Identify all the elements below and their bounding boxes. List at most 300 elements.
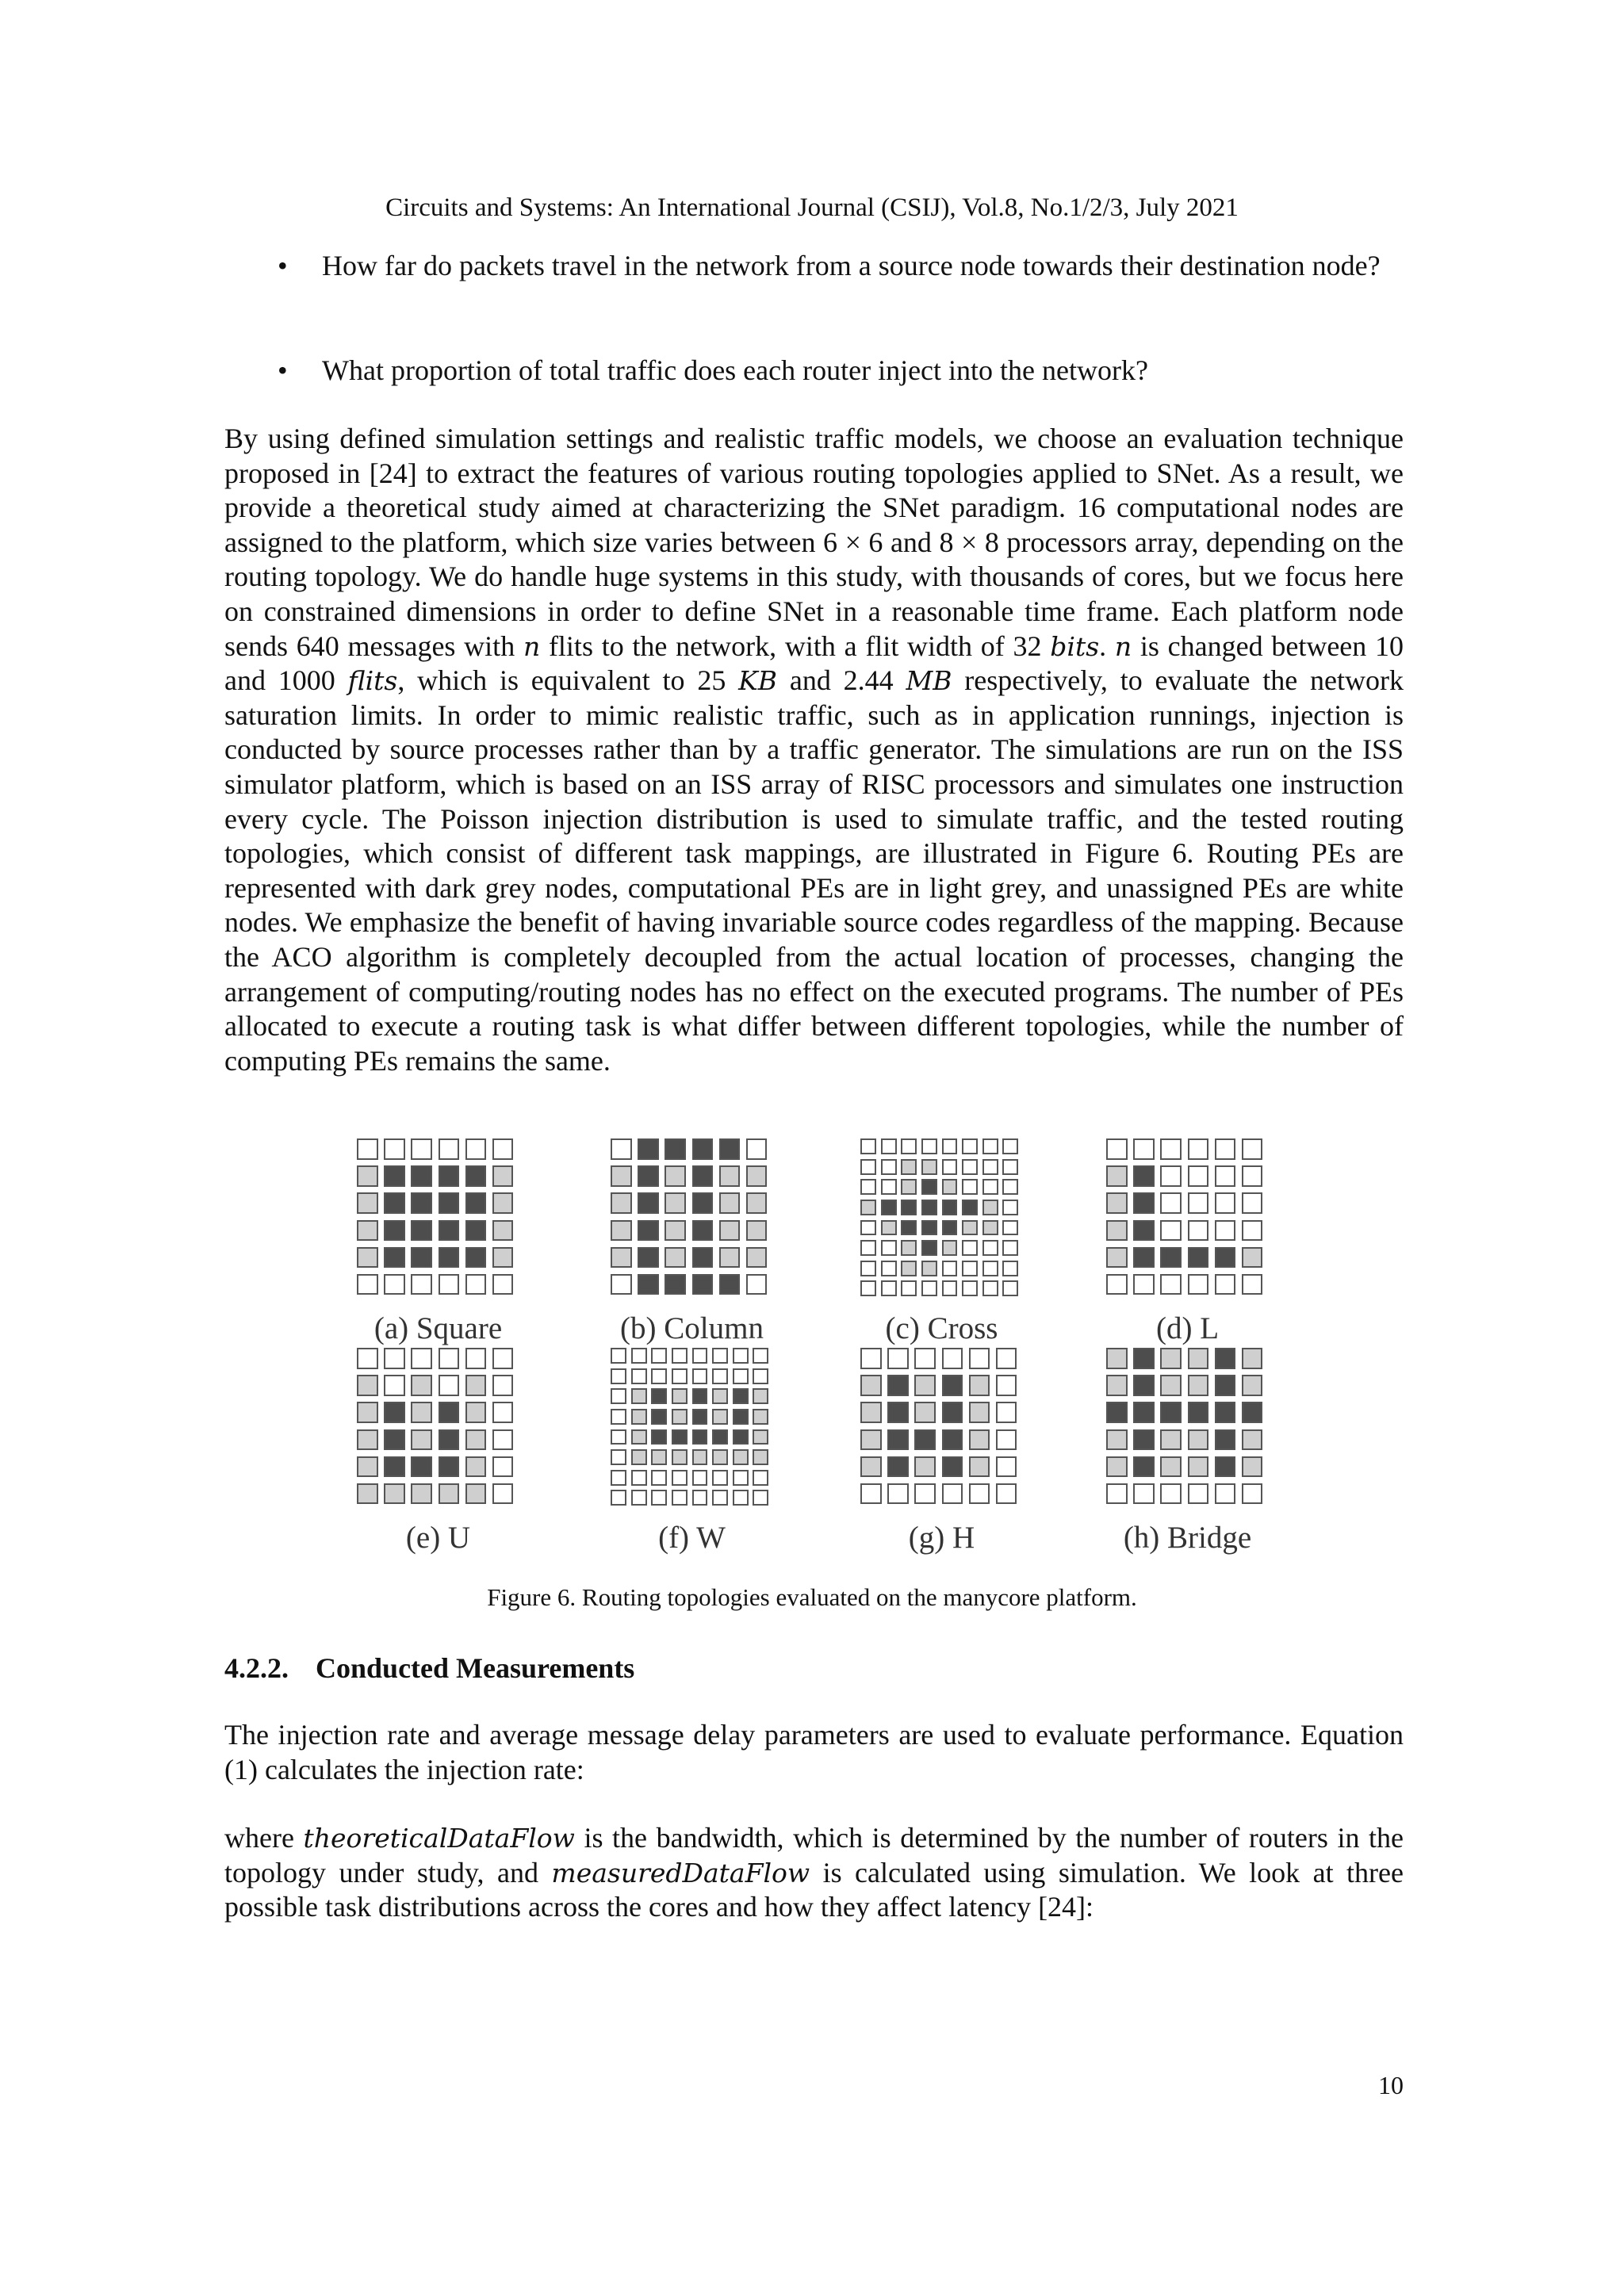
bullet-text-1: How far do packets travel in the network from a source node towards their destination node?: [322, 250, 1381, 281]
pe-node: [753, 1470, 768, 1486]
pe-node: [982, 1240, 998, 1256]
pe-node: [982, 1200, 998, 1215]
pe-node: [1002, 1220, 1018, 1236]
pe-node: [860, 1261, 876, 1276]
pe-node: [611, 1449, 626, 1465]
pe-node: [1160, 1402, 1182, 1423]
pe-node: [712, 1388, 728, 1404]
bullet-item-1: [278, 248, 1404, 320]
pe-node: [1242, 1456, 1263, 1478]
pe-node: [1160, 1429, 1182, 1451]
pe-node: [465, 1375, 487, 1396]
pe-node: [692, 1220, 714, 1242]
topology-label: (a) Square: [373, 1311, 503, 1345]
pe-node: [1188, 1375, 1209, 1396]
pe-node: [611, 1388, 626, 1404]
pe-node: [733, 1388, 749, 1404]
body-paragraph-3: where theoreticalDataFlow is the bandwidth, which is determined by the number of routers in the topology under study, and measuredDataFlow is calculated using simulation. We look at three possible task distributions across the cores and how they affect latency [24]:: [224, 1822, 1404, 1923]
math-measured-data-flow: measuredDataFlow: [551, 1857, 810, 1888]
pe-node: [1002, 1200, 1018, 1215]
pe-node: [719, 1165, 741, 1187]
topology-grid: [1106, 1348, 1269, 1510]
pe-node: [982, 1138, 998, 1154]
pe-node: [384, 1375, 405, 1396]
pe-node: [357, 1165, 378, 1187]
pe-node: [1106, 1456, 1128, 1478]
pe-node: [746, 1138, 768, 1160]
pe-node: [492, 1429, 514, 1451]
pe-node: [357, 1192, 378, 1214]
topology-grid: [611, 1138, 773, 1301]
pe-node: [901, 1159, 917, 1175]
pe-node: [631, 1429, 647, 1445]
pe-node: [746, 1165, 768, 1187]
pe-node: [439, 1247, 460, 1269]
pe-node: [1002, 1240, 1018, 1256]
pe-node: [921, 1280, 937, 1296]
math-theoretical-data-flow: theoreticalDataFlow: [303, 1823, 575, 1854]
pe-node: [611, 1368, 626, 1384]
pe-node: [1242, 1375, 1263, 1396]
pe-node: [996, 1375, 1017, 1396]
pe-node: [1160, 1348, 1182, 1369]
pe-node: [411, 1456, 432, 1478]
pe-node: [1188, 1138, 1209, 1160]
pe-node: [492, 1456, 514, 1478]
pe-node: [411, 1483, 432, 1505]
pe-node: [672, 1470, 688, 1486]
pe-node: [942, 1280, 958, 1296]
topology-grid: [357, 1348, 519, 1510]
pe-node: [1160, 1483, 1182, 1505]
pe-node: [1215, 1456, 1236, 1478]
pe-node: [651, 1348, 667, 1364]
pe-node: [651, 1490, 667, 1506]
pe-node: [753, 1449, 768, 1465]
pe-node: [357, 1138, 378, 1160]
pe-node: [492, 1138, 514, 1160]
pe-node: [1242, 1165, 1263, 1187]
pe-node: [665, 1138, 686, 1160]
pe-node: [611, 1348, 626, 1364]
pe-node: [1002, 1159, 1018, 1175]
pe-node: [1188, 1429, 1209, 1451]
pe-node: [692, 1429, 708, 1445]
pe-node: [465, 1429, 487, 1451]
pe-node: [942, 1429, 963, 1451]
pe-node: [384, 1165, 405, 1187]
topology-grid: [611, 1348, 773, 1510]
pe-node: [962, 1159, 978, 1175]
pe-node: [942, 1456, 963, 1478]
pe-node: [439, 1402, 460, 1423]
pe-node: [439, 1429, 460, 1451]
pe-node: [921, 1220, 937, 1236]
pe-node: [1133, 1138, 1155, 1160]
pe-node: [1242, 1483, 1263, 1505]
page-number: 10: [1378, 2071, 1404, 2099]
pe-node: [887, 1483, 909, 1505]
pe-node: [921, 1138, 937, 1154]
pe-node: [665, 1220, 686, 1242]
pe-node: [1160, 1138, 1182, 1160]
pe-node: [1188, 1165, 1209, 1187]
pe-node: [921, 1159, 937, 1175]
pe-node: [901, 1240, 917, 1256]
pe-node: [1106, 1247, 1128, 1269]
pe-node: [439, 1375, 460, 1396]
pe-node: [665, 1192, 686, 1214]
pe-node: [384, 1456, 405, 1478]
pe-node: [914, 1456, 936, 1478]
pe-node: [465, 1192, 487, 1214]
pe-node: [357, 1429, 378, 1451]
section-number: 4.2.2.: [224, 1652, 289, 1684]
pe-node: [1133, 1220, 1155, 1242]
pe-node: [881, 1280, 897, 1296]
pe-node: [1215, 1348, 1236, 1369]
pe-node: [962, 1280, 978, 1296]
pe-node: [712, 1490, 728, 1506]
pe-node: [962, 1261, 978, 1276]
pe-node: [611, 1274, 632, 1295]
pe-node: [719, 1247, 741, 1269]
pe-node: [1160, 1274, 1182, 1295]
pe-node: [733, 1449, 749, 1465]
pe-node: [384, 1429, 405, 1451]
pe-node: [1106, 1483, 1128, 1505]
pe-node: [465, 1138, 487, 1160]
pe-node: [753, 1490, 768, 1506]
pe-node: [611, 1490, 626, 1506]
pe-node: [1106, 1348, 1128, 1369]
math-n: n: [1114, 630, 1132, 662]
pe-node: [631, 1449, 647, 1465]
pe-node: [1160, 1247, 1182, 1269]
pe-node: [860, 1429, 882, 1451]
pe-node: [465, 1274, 487, 1295]
pe-node: [942, 1220, 958, 1236]
pe-node: [1242, 1402, 1263, 1423]
pe-node: [672, 1490, 688, 1506]
pe-node: [996, 1483, 1017, 1505]
pe-node: [962, 1240, 978, 1256]
pe-node: [651, 1429, 667, 1445]
pe-node: [881, 1220, 897, 1236]
pe-node: [384, 1402, 405, 1423]
bullet-item-2: [278, 353, 1404, 388]
pe-node: [901, 1261, 917, 1276]
pe-node: [996, 1402, 1017, 1423]
pe-node: [492, 1220, 514, 1242]
pe-node: [881, 1200, 897, 1215]
pe-node: [1242, 1138, 1263, 1160]
pe-node: [746, 1274, 768, 1295]
pe-node: [611, 1165, 632, 1187]
pe-node: [1133, 1348, 1155, 1369]
pe-node: [651, 1470, 667, 1486]
pe-node: [887, 1348, 909, 1369]
pe-node: [1002, 1261, 1018, 1276]
pe-node: [492, 1483, 514, 1505]
pe-node: [712, 1470, 728, 1486]
pe-node: [881, 1240, 897, 1256]
pe-node: [962, 1138, 978, 1154]
pe-node: [942, 1375, 963, 1396]
pe-node: [1242, 1192, 1263, 1214]
math-flits: flits: [347, 665, 398, 697]
pe-node: [692, 1388, 708, 1404]
pe-node: [492, 1274, 514, 1295]
pe-node: [881, 1159, 897, 1175]
pe-node: [465, 1456, 487, 1478]
pe-node: [439, 1220, 460, 1242]
pe-node: [1188, 1192, 1209, 1214]
pe-node: [881, 1261, 897, 1276]
pe-node: [1215, 1138, 1236, 1160]
pe-node: [439, 1483, 460, 1505]
pe-node: [1160, 1375, 1182, 1396]
pe-node: [692, 1274, 714, 1295]
pe-node: [1133, 1375, 1155, 1396]
pe-node: [1106, 1138, 1128, 1160]
pe-node: [712, 1449, 728, 1465]
pe-node: [1106, 1429, 1128, 1451]
pe-node: [1133, 1274, 1155, 1295]
pe-node: [638, 1220, 659, 1242]
pe-node: [1242, 1348, 1263, 1369]
pe-node: [860, 1348, 882, 1369]
pe-node: [1106, 1165, 1128, 1187]
pe-node: [692, 1470, 708, 1486]
math-bits: bits: [1050, 630, 1100, 662]
pe-node: [1106, 1274, 1128, 1295]
pe-node: [901, 1179, 917, 1195]
pe-node: [860, 1280, 876, 1296]
pe-node: [1133, 1402, 1155, 1423]
pe-node: [942, 1138, 958, 1154]
pe-node: [1002, 1138, 1018, 1154]
pe-node: [860, 1483, 882, 1505]
pe-node: [901, 1220, 917, 1236]
pe-node: [384, 1247, 405, 1269]
pe-node: [665, 1274, 686, 1295]
pe-node: [942, 1348, 963, 1369]
pe-node: [439, 1165, 460, 1187]
pe-node: [719, 1220, 741, 1242]
pe-node: [465, 1348, 487, 1369]
pe-node: [901, 1138, 917, 1154]
pe-node: [942, 1402, 963, 1423]
pe-node: [962, 1200, 978, 1215]
pe-node: [665, 1247, 686, 1269]
pe-node: [921, 1240, 937, 1256]
pe-node: [753, 1429, 768, 1445]
pe-node: [692, 1138, 714, 1160]
pe-node: [411, 1165, 432, 1187]
pe-node: [411, 1402, 432, 1423]
pe-node: [357, 1402, 378, 1423]
pe-node: [719, 1192, 741, 1214]
pe-node: [411, 1220, 432, 1242]
pe-node: [492, 1192, 514, 1214]
pe-node: [914, 1348, 936, 1369]
pe-node: [357, 1274, 378, 1295]
pe-node: [753, 1388, 768, 1404]
pe-node: [719, 1274, 741, 1295]
body-paragraph-1: By using defined simulation settings and realistic traffic models, we choose an evaluation technique proposed in [24] to extract the features of various routing topologies applied to SNet. As a result, we provide a theoretical study aimed at characterizing the SNet paradigm. 16 computational nodes are assigned to the platform, which size varies between 6 × 6 and 8 × 8 processors array, depending on the routing topology. We do handle huge systems in this study, with thousands of cores, but we focus here on constrained dimensions in order to define SNet in a reasonable time frame. Each platform node sends 640 messages with n flits to the network, with a flit width of 32 bits. n is changed between 10 and 1000 flits, which is equivalent to 25 KB and 2.44 MB respectively, to evaluate the network saturation limits. In order to mimic realistic traffic, such as in application runnings, injection is conducted by source processes rather than by a traffic generator. The simulations are run on the ISS simulator platform, which is based on an ISS array of RISC processors and simulates one instruction every cycle. The Poisson injection distribution is used to simulate traffic, and the tested routing topologies, which consist of different task mappings, are illustrated in Figure 6. Routing PEs are represented with dark grey nodes, computational PEs are in light grey, and unassigned PEs are white nodes. We emphasize the benefit of having invariable source codes regardless of the mapping. Because the ACO algorithm is completely decoupled from the actual location of processes, changing the arrangement of computing/routing nodes has no effect on the executed programs. The number of PEs allocated to execute a routing task is what differ between different topologies, while the number of computing PEs remains the same.: [224, 423, 1404, 1077]
pe-node: [384, 1274, 405, 1295]
pe-node: [492, 1165, 514, 1187]
body-paragraph-2: The injection rate and average message delay parameters are used to evaluate performance. Equation (1) calculates the injection rate:: [224, 1719, 1404, 1785]
pe-node: [996, 1348, 1017, 1369]
pe-node: [860, 1240, 876, 1256]
pe-node: [651, 1388, 667, 1404]
pe-node: [672, 1409, 688, 1425]
pe-node: [357, 1247, 378, 1269]
pe-node: [651, 1449, 667, 1465]
pe-node: [1215, 1402, 1236, 1423]
pe-node: [921, 1261, 937, 1276]
pe-node: [969, 1402, 990, 1423]
pe-node: [672, 1368, 688, 1384]
pe-node: [746, 1192, 768, 1214]
topology-grid: [860, 1138, 1023, 1301]
topology-label: (e) U: [405, 1521, 471, 1555]
pe-node: [672, 1388, 688, 1404]
pe-node: [492, 1375, 514, 1396]
pe-node: [631, 1470, 647, 1486]
pe-node: [914, 1402, 936, 1423]
pe-node: [439, 1192, 460, 1214]
topology-label: (d) L: [1155, 1311, 1220, 1345]
pe-node: [357, 1220, 378, 1242]
pe-node: [638, 1247, 659, 1269]
pe-node: [1215, 1192, 1236, 1214]
pe-node: [384, 1220, 405, 1242]
pe-node: [665, 1165, 686, 1187]
pe-node: [942, 1261, 958, 1276]
pe-node: [969, 1375, 990, 1396]
bullet-dot: •: [278, 250, 288, 281]
pe-node: [638, 1274, 659, 1295]
pe-node: [492, 1348, 514, 1369]
pe-node: [692, 1165, 714, 1187]
pe-node: [357, 1375, 378, 1396]
pe-node: [719, 1138, 741, 1160]
pe-node: [492, 1402, 514, 1423]
pe-node: [1133, 1192, 1155, 1214]
pe-node: [753, 1409, 768, 1425]
pe-node: [733, 1368, 749, 1384]
pe-node: [357, 1483, 378, 1505]
pe-node: [969, 1483, 990, 1505]
pe-node: [887, 1375, 909, 1396]
pe-node: [465, 1402, 487, 1423]
pe-node: [631, 1409, 647, 1425]
pe-node: [357, 1456, 378, 1478]
pe-node: [1215, 1220, 1236, 1242]
pe-node: [384, 1138, 405, 1160]
pe-node: [914, 1429, 936, 1451]
pe-node: [1002, 1179, 1018, 1195]
pe-node: [712, 1409, 728, 1425]
pe-node: [969, 1348, 990, 1369]
bullet-dot: •: [278, 354, 288, 386]
pe-node: [439, 1456, 460, 1478]
pe-node: [638, 1165, 659, 1187]
pe-node: [384, 1483, 405, 1505]
pe-node: [969, 1456, 990, 1478]
pe-node: [1133, 1165, 1155, 1187]
pe-node: [439, 1348, 460, 1369]
pe-node: [692, 1368, 708, 1384]
pe-node: [996, 1456, 1017, 1478]
pe-node: [982, 1261, 998, 1276]
pe-node: [921, 1200, 937, 1215]
pe-node: [942, 1483, 963, 1505]
pe-node: [921, 1179, 937, 1195]
pe-node: [439, 1274, 460, 1295]
pe-node: [1188, 1247, 1209, 1269]
pe-node: [1133, 1456, 1155, 1478]
pe-node: [901, 1200, 917, 1215]
pe-node: [1160, 1456, 1182, 1478]
pe-node: [631, 1490, 647, 1506]
topology-grid: [357, 1138, 519, 1301]
pe-node: [996, 1429, 1017, 1451]
pe-node: [1188, 1220, 1209, 1242]
pe-node: [465, 1165, 487, 1187]
pe-node: [465, 1220, 487, 1242]
pe-node: [631, 1348, 647, 1364]
pe-node: [411, 1192, 432, 1214]
figure-caption: Figure 6. Routing topologies evaluated on the manycore platform.: [487, 1583, 1137, 1611]
pe-node: [1188, 1274, 1209, 1295]
pe-node: [411, 1274, 432, 1295]
pe-node: [465, 1483, 487, 1505]
pe-node: [1106, 1192, 1128, 1214]
pe-node: [746, 1220, 768, 1242]
pe-node: [692, 1449, 708, 1465]
pe-node: [1242, 1220, 1263, 1242]
pe-node: [712, 1348, 728, 1364]
topology-label: (c) Cross: [885, 1311, 998, 1345]
pe-node: [651, 1368, 667, 1384]
pe-node: [901, 1280, 917, 1296]
pe-node: [1215, 1274, 1236, 1295]
pe-node: [611, 1409, 626, 1425]
pe-node: [631, 1368, 647, 1384]
pe-node: [672, 1348, 688, 1364]
pe-node: [1242, 1429, 1263, 1451]
pe-node: [887, 1456, 909, 1478]
pe-node: [411, 1429, 432, 1451]
pe-node: [733, 1490, 749, 1506]
pe-node: [611, 1220, 632, 1242]
pe-node: [860, 1456, 882, 1478]
pe-node: [1002, 1280, 1018, 1296]
pe-node: [631, 1388, 647, 1404]
pe-node: [1215, 1375, 1236, 1396]
pe-node: [411, 1375, 432, 1396]
pe-node: [746, 1247, 768, 1269]
pe-node: [982, 1159, 998, 1175]
pe-node: [1160, 1220, 1182, 1242]
pe-node: [1106, 1402, 1128, 1423]
pe-node: [753, 1348, 768, 1364]
pe-node: [611, 1429, 626, 1445]
